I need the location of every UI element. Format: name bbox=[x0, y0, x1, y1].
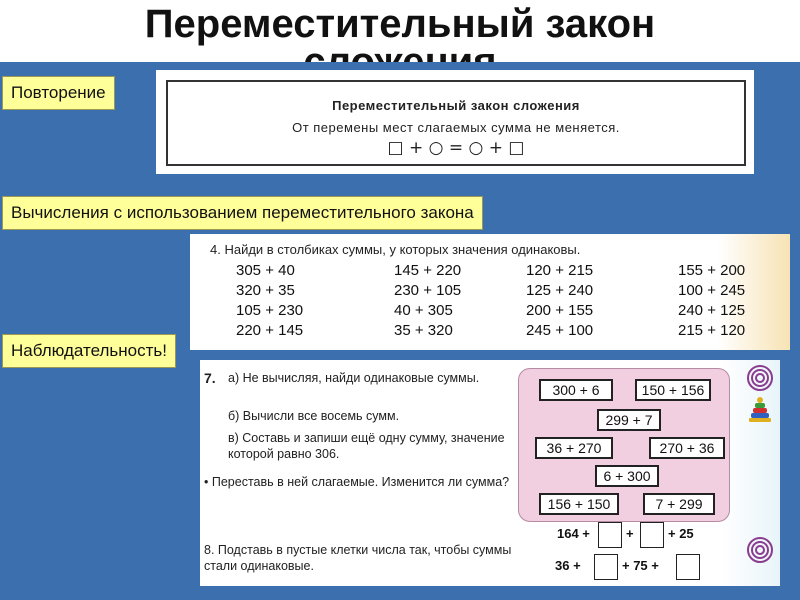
empty-cell[interactable] bbox=[594, 554, 618, 580]
rule-text: От перемены мест слагаемых сумма не меняется. bbox=[292, 120, 620, 135]
title-line1: Переместительный закон bbox=[144, 2, 656, 46]
sum-expression: 320 + 35 bbox=[236, 282, 295, 299]
task7-c: в) Составь и запиши ещё одну сумму, значение которой равно 306. bbox=[228, 431, 505, 461]
sums-panel bbox=[518, 368, 730, 522]
task4-text: 4. Найди в столбиках суммы, у которых значения одинаковы. bbox=[210, 242, 581, 257]
sum-box: 300 + 6 bbox=[539, 379, 613, 401]
sum-expression: 305 + 40 bbox=[236, 262, 295, 279]
label-calc: Вычисления с использованием переместительного закона bbox=[2, 196, 483, 230]
task7-d: • Переставь в ней слагаемые. Изменится ли сумма? bbox=[204, 475, 510, 489]
rule-formula: □ + ○ = ○ + □ bbox=[387, 138, 525, 158]
task8-text: 8. Подставь в пустые клетки числа так, чтобы суммы стали одинаковые. bbox=[204, 543, 512, 573]
rule-card bbox=[156, 70, 754, 174]
pyramid-icon bbox=[746, 396, 774, 424]
label-observe: Наблюдательность! bbox=[2, 334, 176, 368]
sum-box: 270 + 36 bbox=[649, 437, 725, 459]
task8-row2-a: 36 + bbox=[555, 558, 581, 573]
sum-expression: 100 + 245 bbox=[678, 282, 746, 299]
sum-expression: 230 + 105 bbox=[394, 282, 462, 299]
task7-a: а) Не вычисляя, найди одинаковые суммы. bbox=[228, 371, 480, 385]
empty-cell[interactable] bbox=[640, 522, 664, 548]
sum-expression: 120 + 215 bbox=[526, 262, 594, 279]
sum-expression: 200 + 155 bbox=[526, 302, 594, 319]
label-review: Повторение bbox=[2, 76, 115, 110]
sum-expression: 105 + 230 bbox=[236, 302, 304, 319]
empty-cell[interactable] bbox=[598, 522, 622, 548]
task7-b: б) Вычисли все восемь сумм. bbox=[228, 409, 400, 423]
sum-expression: 155 + 200 bbox=[678, 262, 746, 279]
sum-expression: 240 + 125 bbox=[678, 302, 746, 319]
page-title bbox=[0, 0, 800, 48]
sum-box: 7 + 299 bbox=[643, 493, 715, 515]
task7-number: 7. bbox=[204, 370, 216, 386]
task8-row1-a: 164 + bbox=[557, 526, 590, 541]
sum-box: 299 + 7 bbox=[597, 409, 661, 431]
sum-expression: 125 + 240 bbox=[526, 282, 594, 299]
sum-expression: 215 + 120 bbox=[678, 322, 746, 339]
spiral-icon bbox=[746, 536, 774, 564]
content-panel bbox=[0, 62, 800, 600]
sum-expression: 145 + 220 bbox=[394, 262, 462, 279]
sum-box: 150 + 156 bbox=[635, 379, 711, 401]
sum-box: 156 + 150 bbox=[539, 493, 619, 515]
task8-row2-b: + 75 + bbox=[622, 558, 659, 573]
sum-expression: 35 + 320 bbox=[394, 322, 453, 339]
task8-row1-b: + bbox=[626, 526, 634, 541]
rule-heading: Переместительный закон сложения bbox=[332, 98, 580, 113]
task4-card bbox=[190, 234, 790, 350]
empty-cell[interactable] bbox=[676, 554, 700, 580]
sum-box: 36 + 270 bbox=[535, 437, 613, 459]
sum-expression: 220 + 145 bbox=[236, 322, 304, 339]
task8-row1-c: + 25 bbox=[668, 526, 694, 541]
spiral-icon bbox=[746, 364, 774, 392]
task7-card bbox=[200, 360, 780, 586]
sum-expression: 245 + 100 bbox=[526, 322, 594, 339]
sum-box: 6 + 300 bbox=[595, 465, 659, 487]
sum-expression: 40 + 305 bbox=[394, 302, 453, 319]
